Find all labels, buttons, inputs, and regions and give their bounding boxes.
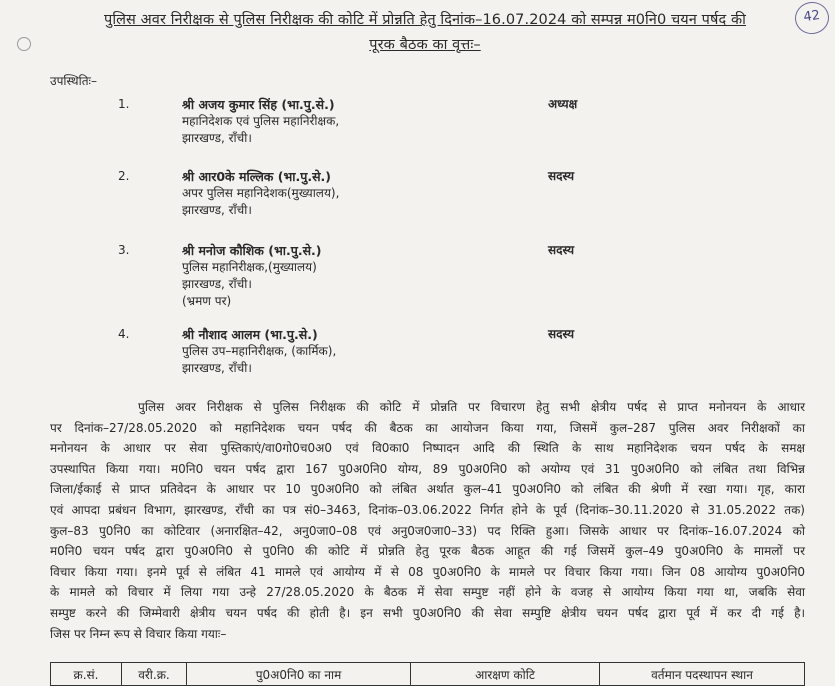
document-title	[40, 8, 810, 58]
paragraph-line: एवं आपदा प्रबंधन विभाग, झारखण्ड, राँची का पत्र सं0–3463, दिनांक–03.06.2022 निर्गत होने के पूर्व (दिनांक–30.11.2020 से 31.05.2022 तक)	[50, 502, 805, 517]
member-number: 2.	[118, 169, 130, 183]
designation-line: झारखण्ड, राँची।	[182, 277, 252, 291]
column-header-seniority: वरी.क्र.	[122, 663, 187, 686]
punch-hole-mark	[17, 37, 31, 51]
paragraph-line: के मामले को विचार में लिया गया उन्हे 27/28.05.2020 के बैठक में सेवा सम्पुष्ट नहीं होने के वजह से आयोग्य किया गया था, जबकि सेवा	[50, 585, 805, 600]
member-number: 4.	[118, 327, 130, 341]
minutes-paragraph	[50, 397, 805, 644]
paragraph-line: जिस पर निम्न रूप से विचार किया गयाः–	[50, 626, 227, 641]
column-header-reservation: आरक्षण कोटि	[411, 663, 600, 686]
designation-line: अपर पुलिस महानिदेशक(मुख्यालय),	[182, 186, 340, 200]
designation-line: झारखण्ड, राँची।	[182, 131, 252, 145]
member-role: अध्यक्ष	[548, 97, 578, 111]
officer-table	[50, 662, 805, 686]
member-name: श्री मनोज कौशिक (भा.पु.से.)	[182, 243, 322, 258]
attendance-label: उपस्थितिः–	[50, 74, 97, 88]
member-name: श्री आर0के मल्लिक (भा.पु.से.)	[182, 169, 331, 184]
member-name: श्री नौशाद आलम (भा.पु.से.)	[182, 327, 318, 342]
paragraph-line: जिला/ईकाई से प्राप्त प्रतिवेदन के आधार पर 10 पु0अ0नि0 को लंबित अर्थात कुल–41 पु0अ0नि0 को लंबित की श्रेणी में रखा गया। गृह, कारा	[50, 482, 805, 497]
member-role: सदस्य	[548, 243, 575, 257]
page-number-stamp: 42	[793, 0, 831, 36]
member-number: 3.	[118, 243, 130, 257]
table-header-row	[51, 663, 805, 686]
paragraph-line: पर दिनांक–27/28.05.2020 को महानिदेशक चयन पर्षद की बैठक का आयोजन किया गया, जिसमें कुल–287 पुलिस अवर निरीक्षकों का	[50, 420, 805, 435]
member-role: सदस्य	[548, 327, 575, 341]
paragraph-line: मनोनयन के आधार पर सेवा पुस्तिकाएं/वा0गो0च0अ0 एवं वि0का0 निष्पादन आदि की स्थिति के साथ महानिदेशक चयन पर्षद के समक्ष	[50, 441, 805, 456]
paragraph-line: विचार किया गया। इनमे पूर्व से लंबित 41 मामले एवं आयोग्य में से 08 पु0अ0नि0 के मामले पर विचार किया गया। जिन 08 आयोग्य पु0अ0नि0	[50, 564, 805, 579]
member-designation	[182, 185, 339, 219]
member-designation	[182, 259, 317, 310]
paragraph-line: उपस्थापित किया गया। म0नि0 चयन पर्षद द्वारा 167 पु0अ0नि0 योग्य, 89 पु0अ0नि0 को अयोग्य एवं 31 पु0अ0नि0 को लंबित तथा विभिन्न	[50, 461, 805, 476]
paragraph-line: पुलिस अवर निरीक्षक से पुलिस निरीक्षक की कोटि में प्रोन्नति पर विचारण हेतु सभी क्षेत्रीय पर्षद से प्राप्त मनोनयन के आधार	[50, 400, 805, 414]
designation-line: झारखण्ड, राँची।	[182, 361, 252, 375]
title-line-1: पुलिस अवर निरीक्षक से पुलिस निरीक्षक की कोटि में प्रोन्नति हेतु दिनांक–16.07.2024 को सम्पन्न म0नि0 चयन पर्षद की	[104, 12, 746, 28]
column-header-posting: वर्तमान पदस्थापन स्थान	[600, 663, 805, 686]
designation-line: पुलिस उप–महानिरीक्षक, (कार्मिक),	[182, 344, 337, 358]
member-number: 1.	[118, 97, 130, 111]
title-line-2: पूरक बैठक का वृत्तः–	[369, 37, 481, 53]
paragraph-line: सम्पुष्ट करने की जिम्मेवारी क्षेत्रीय चयन पर्षद की होती है। इन सभी पु0अ0नि0 की सेवा सम्पुष्टि क्षेत्रीय चयन पर्षद द्वारा पूर्व में कर दी गई है।	[50, 605, 805, 620]
member-name: श्री अजय कुमार सिंह (भा.पु.से.)	[182, 97, 335, 112]
designation-line: महानिदेशक एवं पुलिस महानिरीक्षक,	[182, 114, 340, 128]
member-designation	[182, 343, 336, 377]
designation-line: (भ्रमण पर)	[182, 294, 232, 308]
column-header-serial: क्र.सं.	[51, 663, 122, 686]
member-designation	[182, 113, 339, 147]
paragraph-line: कुल–83 पु0नि0 का कोटिवार (अनारक्षित–42, अनु0जा0–08 एवं अनु0ज0जा0–33) पद रिक्ति हुआ। जिसके आधार पर दिनांक–16.07.2024 को	[50, 523, 805, 538]
designation-line: झारखण्ड, राँची।	[182, 203, 252, 217]
designation-line: पुलिस महानिरीक्षक,(मुख्यालय)	[182, 260, 317, 274]
column-header-name: पु0अ0नि0 का नाम	[187, 663, 411, 686]
member-role: सदस्य	[548, 169, 575, 183]
paragraph-line: म0नि0 चयन पर्षद द्वारा पु0अ0नि0 से पु0नि0 की कोटि में प्रोन्नति हेतु पूरक बैठक आहूत की गई जिसमें कुल–49 पु0अ0नि0 के मामलों पर	[50, 544, 805, 559]
